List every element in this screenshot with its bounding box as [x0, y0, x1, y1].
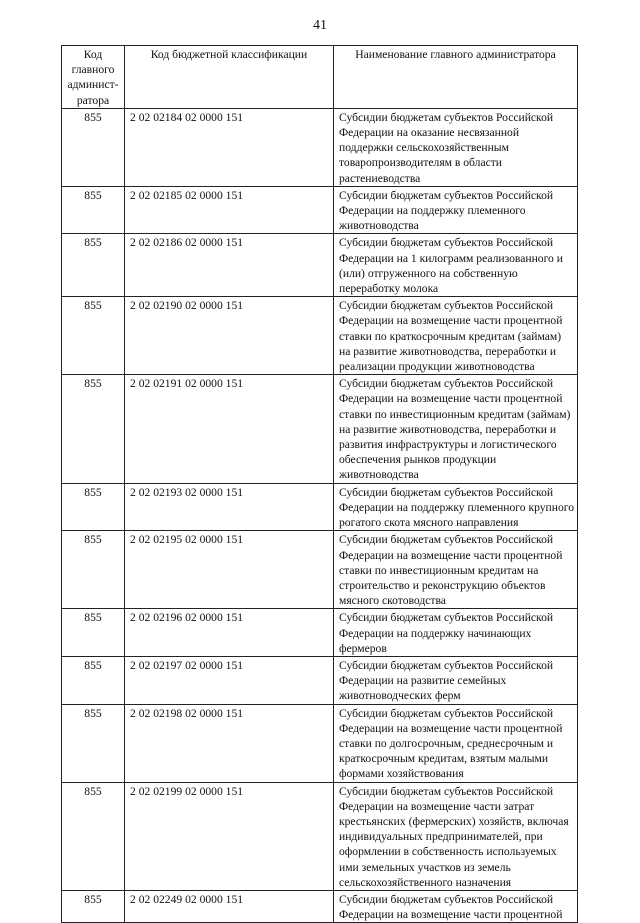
admin-code-cell: 855: [62, 297, 125, 375]
header-admin-name: Наименование главного администратора: [334, 46, 578, 109]
admin-code-cell: 855: [62, 483, 125, 531]
admin-code-cell: 855: [62, 704, 125, 782]
admin-name-cell: Субсидии бюджетам субъектов Российской Федерации на возмещение части процентной ставки по инвестиционным кредитам (займам) на развитие животноводства, переработки и развития инфраструктуры и логистического обеспечения рынков продукции животноводства: [334, 375, 578, 483]
kbk-cell: 2 02 02190 02 0000 151: [125, 297, 334, 375]
table-header-row: [62, 46, 578, 109]
header-admin-code: Код главного админист-ратора: [62, 46, 125, 109]
table-row: [62, 656, 578, 704]
table-row: [62, 890, 578, 922]
table-row: [62, 108, 578, 186]
admin-code-cell: 855: [62, 782, 125, 890]
kbk-cell: 2 02 02198 02 0000 151: [125, 704, 334, 782]
table-row: [62, 704, 578, 782]
admin-code-cell: 855: [62, 531, 125, 609]
admin-code-cell: 855: [62, 609, 125, 657]
admin-code-cell: 855: [62, 656, 125, 704]
header-kbk: Код бюджетной классификации: [125, 46, 334, 109]
admin-code-cell: 855: [62, 375, 125, 483]
admin-name-cell: Субсидии бюджетам субъектов Российской Федерации на 1 килограмм реализованного и (или) отгруженного на собственную переработку молока: [334, 234, 578, 297]
admin-name-cell: Субсидии бюджетам субъектов Российской Федерации на оказание несвязанной поддержки сельскохозяйственным товаропроизводителям в области растениеводства: [334, 108, 578, 186]
table-row: [62, 609, 578, 657]
table-row: [62, 782, 578, 890]
kbk-cell: 2 02 02184 02 0000 151: [125, 108, 334, 186]
admin-code-cell: 855: [62, 890, 125, 922]
admin-name-cell: Субсидии бюджетам субъектов Российской Федерации на поддержку племенного крупного рогатого скота мясного направления: [334, 483, 578, 531]
admin-name-cell: Субсидии бюджетам субъектов Российской Федерации на возмещение части процентной: [334, 890, 578, 922]
admin-name-cell: Субсидии бюджетам субъектов Российской Федерации на поддержку начинающих фермеров: [334, 609, 578, 657]
kbk-cell: 2 02 02191 02 0000 151: [125, 375, 334, 483]
table-row: [62, 234, 578, 297]
kbk-cell: 2 02 02185 02 0000 151: [125, 186, 334, 234]
kbk-cell: 2 02 02195 02 0000 151: [125, 531, 334, 609]
admin-name-cell: Субсидии бюджетам субъектов Российской Федерации на возмещение части процентной ставки по долгосрочным, среднесрочным и краткосрочным кредитам, взятым малыми формами хозяйствования: [334, 704, 578, 782]
table-row: [62, 483, 578, 531]
table-row: [62, 297, 578, 375]
kbk-cell: 2 02 02199 02 0000 151: [125, 782, 334, 890]
page-number: 41: [313, 18, 327, 33]
budget-classification-table: [61, 45, 578, 923]
kbk-cell: 2 02 02186 02 0000 151: [125, 234, 334, 297]
kbk-cell: 2 02 02197 02 0000 151: [125, 656, 334, 704]
admin-name-cell: Субсидии бюджетам субъектов Российской Федерации на возмещение части процентной ставки по краткосрочным кредитам (займам) на развитие животноводства, переработки и реализации продукции животноводства: [334, 297, 578, 375]
kbk-cell: 2 02 02249 02 0000 151: [125, 890, 334, 922]
kbk-cell: 2 02 02196 02 0000 151: [125, 609, 334, 657]
table-row: [62, 375, 578, 483]
kbk-cell: 2 02 02193 02 0000 151: [125, 483, 334, 531]
admin-code-cell: 855: [62, 186, 125, 234]
admin-name-cell: Субсидии бюджетам субъектов Российской Федерации на возмещение части процентной ставки по инвестиционным кредитам на строительство и реконструкцию объектов мясного скотоводства: [334, 531, 578, 609]
admin-name-cell: Субсидии бюджетам субъектов Российской Федерации на развитие семейных животноводческих ферм: [334, 656, 578, 704]
admin-code-cell: 855: [62, 234, 125, 297]
admin-code-cell: 855: [62, 108, 125, 186]
admin-name-cell: Субсидии бюджетам субъектов Российской Федерации на возмещение части затрат крестьянских (фермерских) хозяйств, включая индивидуальных предпринимателей, при оформлении в собственность используемых ими земельных участков из земель сельскохозяйственного назначения: [334, 782, 578, 890]
table-row: [62, 186, 578, 234]
table-row: [62, 531, 578, 609]
admin-name-cell: Субсидии бюджетам субъектов Российской Федерации на поддержку племенного животноводства: [334, 186, 578, 234]
